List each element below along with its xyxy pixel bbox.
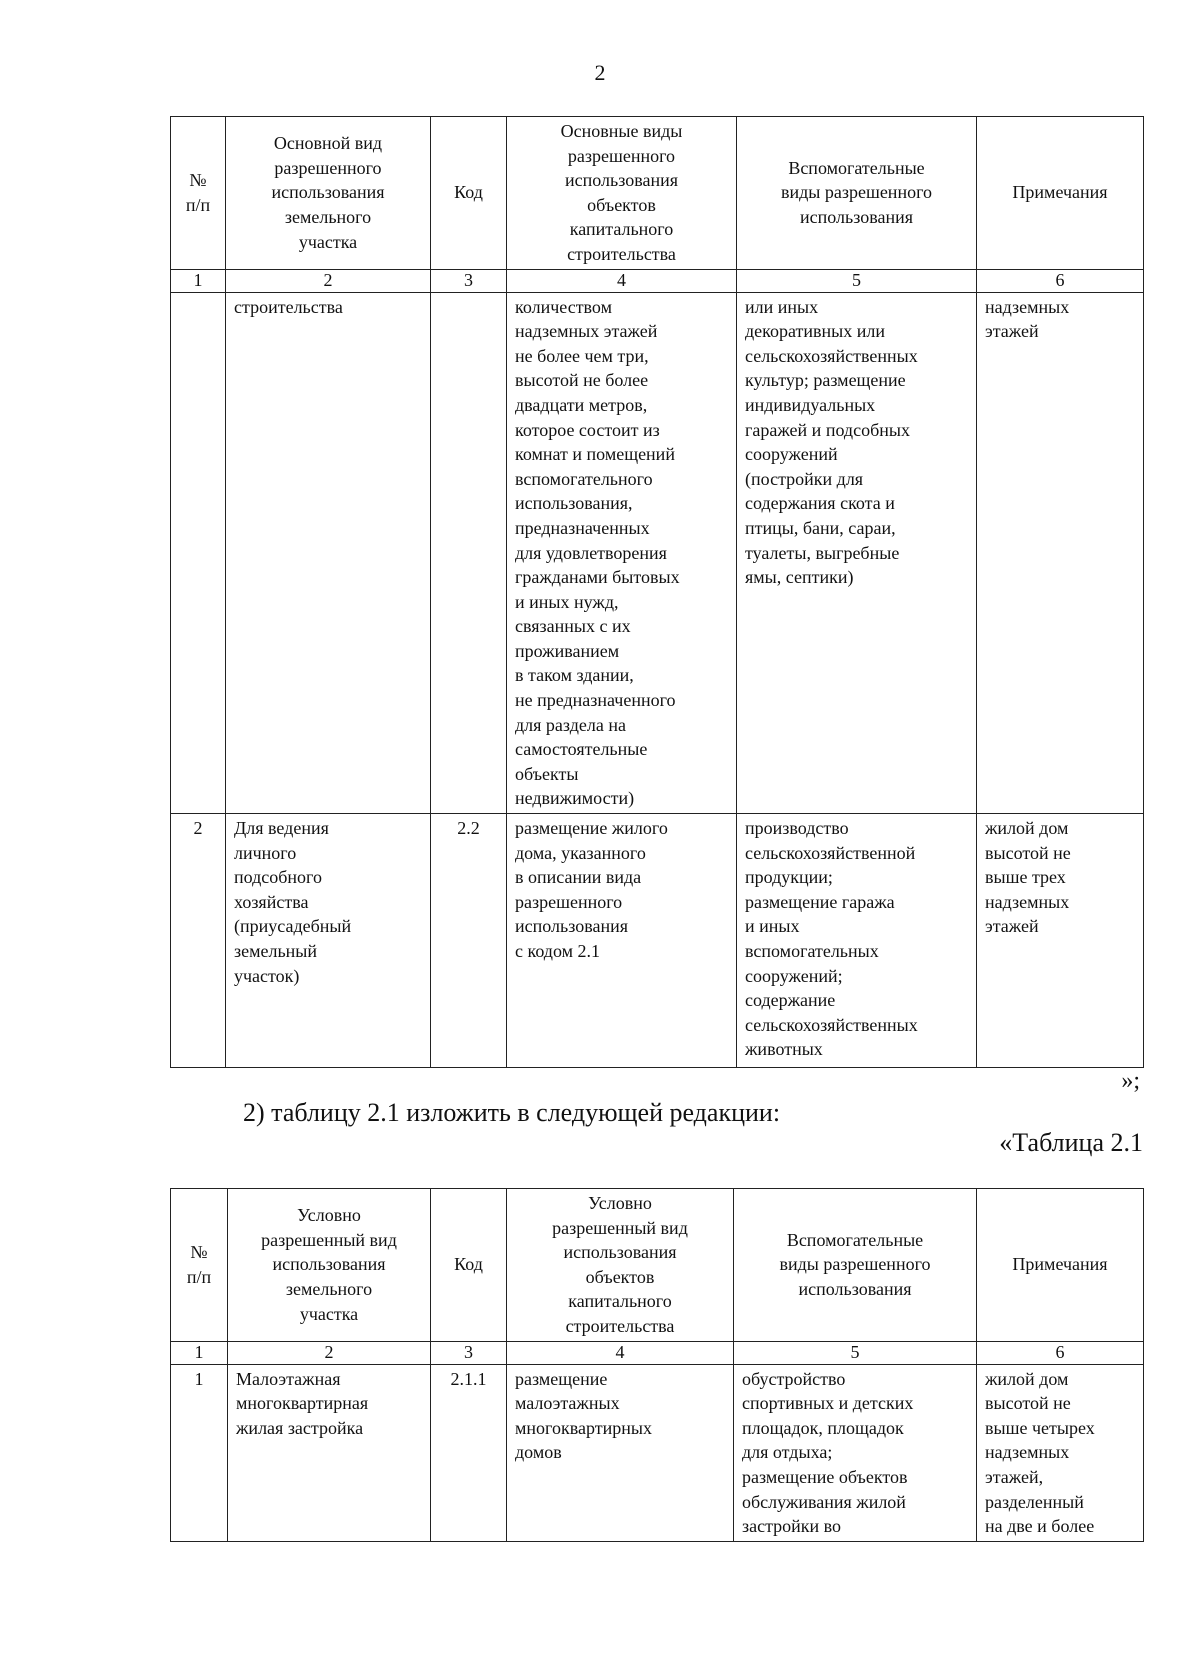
header-number: № п/п [171,1189,228,1342]
header-auxiliary-use: Вспомогательные виды разрешенного использования [734,1189,977,1342]
column-number: 2 [226,269,431,292]
row-land-use-kind: Для ведения личного подсобного хозяйства (приусадебный земельный участок) [226,814,431,1068]
closing-quote-mark: »; [1121,1068,1140,1094]
column-numbers-row [171,1341,1144,1364]
header-notes: Примечания [977,117,1144,270]
column-number: 6 [977,269,1144,292]
header-land-use-kind: Условно разрешенный вид использования земельного участка [228,1189,431,1342]
column-number: 4 [507,1341,734,1364]
header-main-use: Условно разрешенный вид использования объектов капитального строительства [507,1189,734,1342]
row-auxiliary-use: производство сельскохозяйственной продукции; размещение гаража и иных вспомогательных сооружений; содержание сельскохозяйственных животных [737,814,977,1068]
column-number: 4 [507,269,737,292]
row-main-use: размещение малоэтажных многоквартирных домов [507,1364,734,1541]
row-number [171,292,226,813]
column-number: 5 [737,269,977,292]
header-code: Код [431,1189,507,1342]
land-use-table-main [170,116,1144,1068]
table-row [171,814,1144,1068]
row-main-use: размещение жилого дома, указанного в описании вида разрешенного использования с кодом 2.1 [507,814,737,1068]
row-auxiliary-use: или иных декоративных или сельскохозяйственных культур; размещение индивидуальных гаражей и подсобных сооружений (постройки для содержания скота и птицы, бани, сараи, туалеты, выгребные ямы, септики) [737,292,977,813]
page-number: 2 [594,60,606,85]
column-number: 3 [431,1341,507,1364]
row-code [431,292,507,813]
row-notes: жилой дом высотой не выше четырех надземных этажей, разделенный на две и более [977,1364,1144,1541]
row-notes: жилой дом высотой не выше трех надземных этажей [977,814,1144,1068]
column-number: 6 [977,1341,1144,1364]
row-land-use-kind: строительства [226,292,431,813]
column-numbers-row [171,269,1144,292]
row-main-use: количеством надземных этажей не более чем три, высотой не более двадцати метров, которое состоит из комнат и помещений вспомогательного использования, предназначенных для удовлетворения гражданами бытовых и иных нужд, связанных с их проживанием в таком здании, не предназначенного для раздела на самостоятельные объекты недвижимости) [507,292,737,813]
table-row [171,1364,1144,1541]
row-number: 2 [171,814,226,1068]
row-notes: надземных этажей [977,292,1144,813]
header-notes: Примечания [977,1189,1144,1342]
header-auxiliary-use: Вспомогательные виды разрешенного использования [737,117,977,270]
header-land-use-kind: Основной вид разрешенного использования земельного участка [226,117,431,270]
column-number: 1 [171,1341,228,1364]
column-number: 3 [431,269,507,292]
row-number: 1 [171,1364,228,1541]
header-number: № п/п [171,117,226,270]
column-number: 5 [734,1341,977,1364]
table-header-row [171,1189,1144,1342]
amendment-paragraph: 2) таблицу 2.1 изложить в следующей редакции: [243,1098,781,1127]
table-row [171,292,1144,813]
table-caption: «Таблица 2.1 [999,1128,1143,1157]
header-main-use: Основные виды разрешенного использования объектов капитального строительства [507,117,737,270]
row-land-use-kind: Малоэтажная многоквартирная жилая застройка [228,1364,431,1541]
row-code: 2.1.1 [431,1364,507,1541]
column-number: 1 [171,269,226,292]
column-number: 2 [228,1341,431,1364]
header-code: Код [431,117,507,270]
table-header-row [171,117,1144,270]
conditional-use-table [170,1188,1144,1542]
row-code: 2.2 [431,814,507,1068]
row-auxiliary-use: обустройство спортивных и детских площадок, площадок для отдыха; размещение объектов обслуживания жилой застройки во [734,1364,977,1541]
